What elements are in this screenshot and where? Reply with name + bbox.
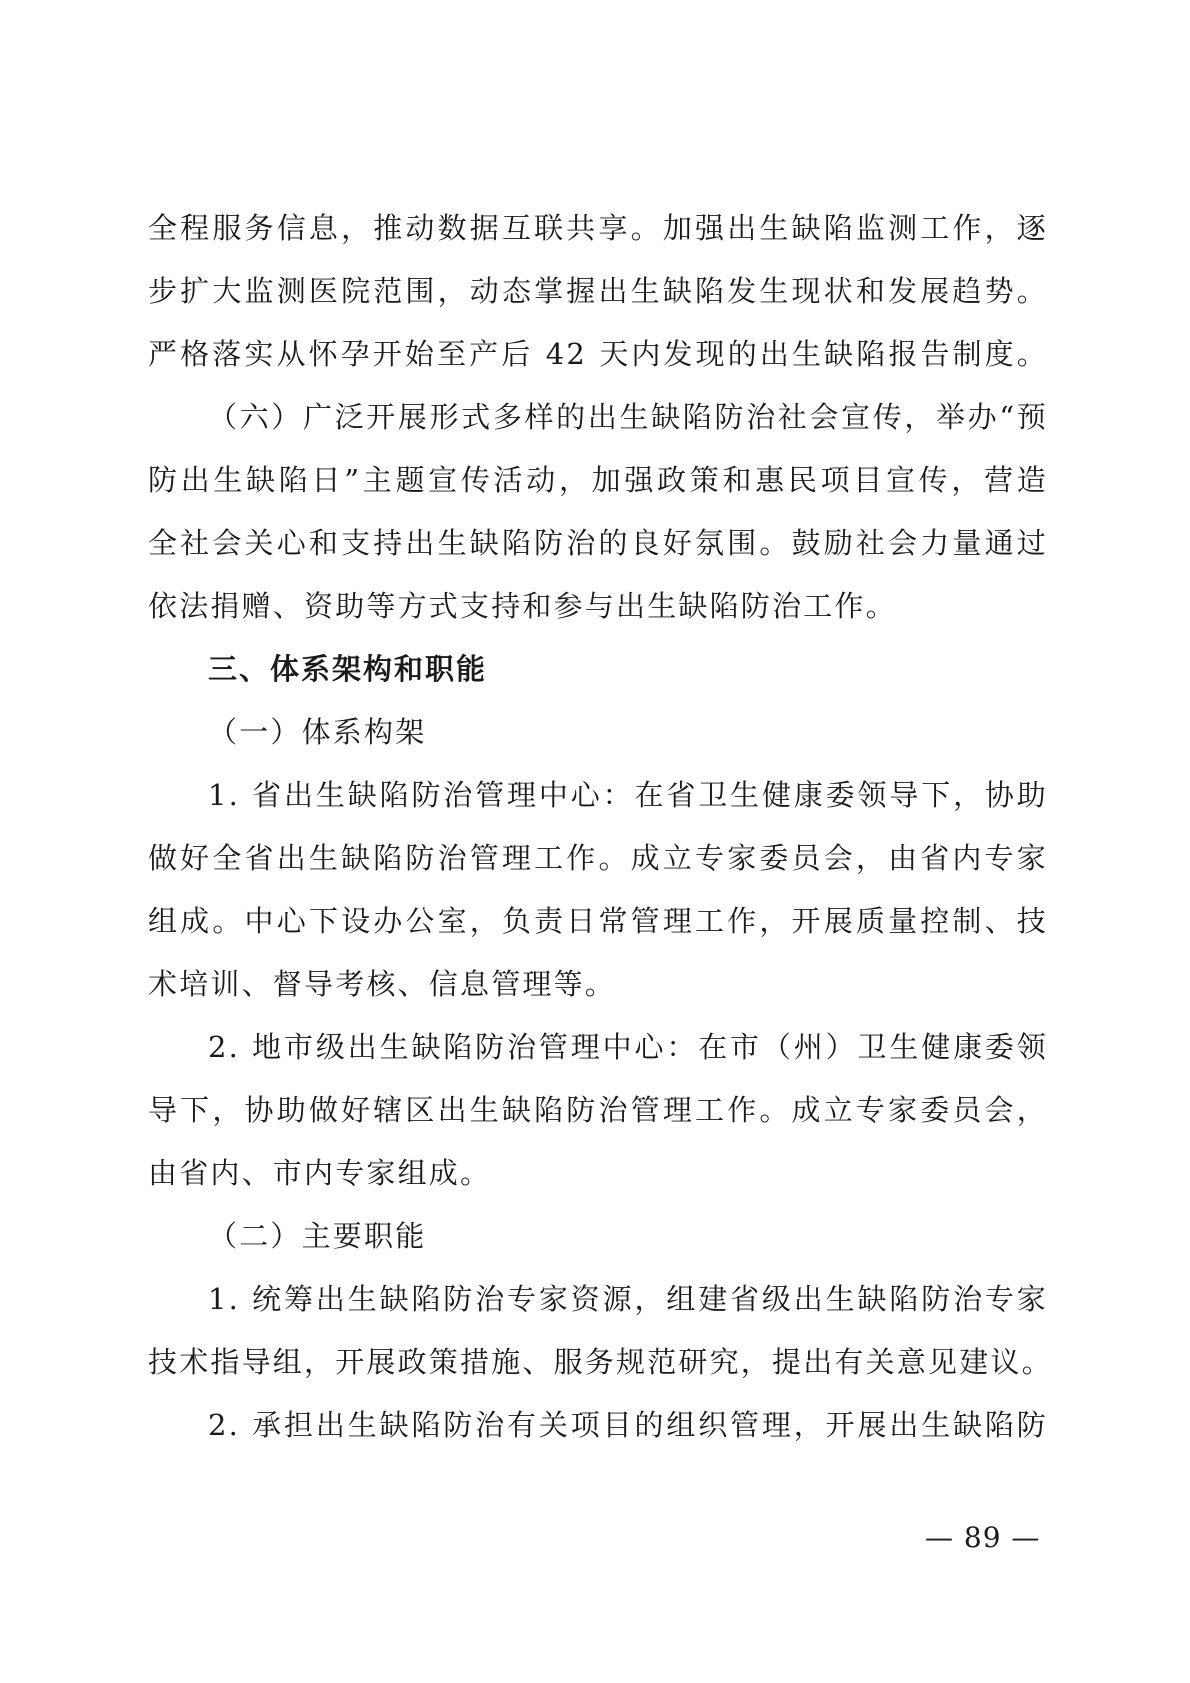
body-text-line: 步扩大监测医院范围，动态掌握出生缺陷发生现状和发展趋势。 (148, 274, 1048, 308)
body-text-line: 依法捐赠、资助等方式支持和参与出生缺陷防治工作。 (148, 589, 897, 623)
paragraph-first-line: 1. 统筹出生缺陷防治专家资源，组建省级出生缺陷防治专家 (208, 1282, 1048, 1316)
paragraph-first-line: （六）广泛开展形式多样的出生缺陷防治社会宣传，举办“预 (208, 400, 1048, 434)
page-number: — 89 — (925, 1521, 1041, 1554)
body-text-line: 严格落实从怀孕开始至产后 42 天内发现的出生缺陷报告制度。 (148, 337, 1048, 371)
body-text-line: 组成。中心下设办公室，负责日常管理工作，开展质量控制、技 (148, 904, 1048, 938)
body-text-line: 导下，协助做好辖区出生缺陷防治管理工作。成立专家委员会， (148, 1093, 1048, 1127)
body-text-line: 术培训、督导考核、信息管理等。 (148, 967, 617, 1001)
subsection-heading: （一）体系构架 (208, 715, 427, 749)
paragraph-first-line: 2. 承担出生缺陷防治有关项目的组织管理，开展出生缺陷防 (208, 1408, 1048, 1442)
body-text-line: 做好全省出生缺陷防治管理工作。成立专家委员会，由省内专家 (148, 841, 1048, 875)
body-text-line: 全社会关心和支持出生缺陷防治的良好氛围。鼓励社会力量通过 (148, 526, 1048, 560)
paragraph-first-line: 2. 地市级出生缺陷防治管理中心：在市（州）卫生健康委领 (208, 1030, 1048, 1064)
section-heading: 三、体系架构和职能 (208, 652, 488, 686)
body-text-line: 技术指导组，开展政策措施、服务规范研究，提出有关意见建议。 (148, 1345, 1053, 1379)
body-text-line: 防出生缺陷日”主题宣传活动，加强政策和惠民项目宣传，营造 (148, 463, 1048, 497)
paragraph-first-line: 1. 省出生缺陷防治管理中心：在省卫生健康委领导下，协助 (208, 778, 1048, 812)
subsection-heading: （二）主要职能 (208, 1219, 427, 1253)
body-text-line: 由省内、市内专家组成。 (148, 1156, 492, 1190)
body-text-line: 全程服务信息，推动数据互联共享。加强出生缺陷监测工作，逐 (148, 211, 1048, 245)
